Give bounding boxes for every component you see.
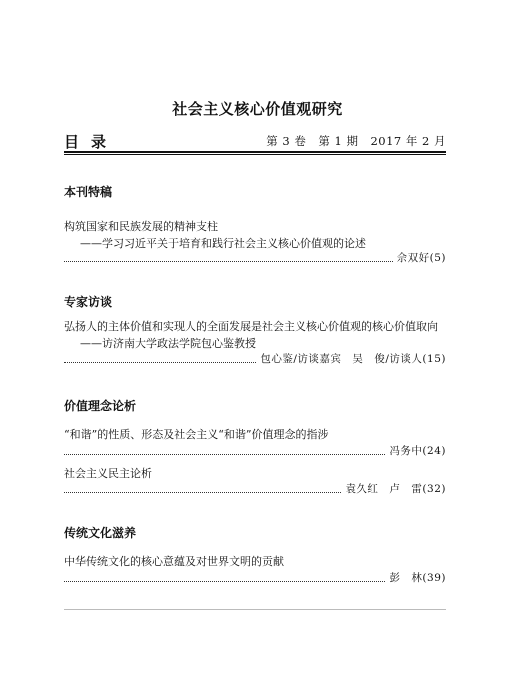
leader-dots xyxy=(64,580,385,582)
article-byline xyxy=(64,251,446,265)
article-subtitle: ——访济南大学政法学院包心鉴教授 xyxy=(80,337,256,350)
article-byline xyxy=(64,571,446,585)
journal-title: 社会主义核心价值观研究 xyxy=(172,100,343,118)
article-title[interactable]: “和谐”的性质、形态及社会主义“和谐”价值理念的指涉 xyxy=(64,428,329,441)
issue-info: 第 3 卷 第 1 期 2017 年 2 月 xyxy=(266,134,446,148)
article-title[interactable]: 构筑国家和民族发展的精神支柱 xyxy=(64,220,218,233)
article-title[interactable]: 社会主义民主论析 xyxy=(64,467,152,480)
section-title: 本刊特稿 xyxy=(64,185,113,199)
article-byline xyxy=(64,352,446,366)
leader-dots xyxy=(64,260,393,262)
article-byline xyxy=(64,482,446,496)
article-author: 冯务中(24) xyxy=(389,445,446,457)
toc-header xyxy=(64,131,446,151)
article-title[interactable]: 弘扬人的主体价值和实现人的全面发展是社会主义核心价值观的核心价值取向 xyxy=(64,320,438,333)
header-rule-thin xyxy=(64,154,446,155)
leader-dots xyxy=(64,491,341,493)
leader-dots xyxy=(64,361,256,363)
toc-label: 目录 xyxy=(64,133,119,151)
header-rule-thick xyxy=(64,151,446,153)
article-author: 包心鉴/访谈嘉宾 吴 俊/访谈人(15) xyxy=(260,353,446,365)
article-author: 佘双好(5) xyxy=(396,252,446,264)
section-title: 传统文化滋养 xyxy=(64,526,137,540)
article-author: 彭 林(39) xyxy=(389,572,446,584)
article-title[interactable]: 中华传统文化的核心意蕴及对世界文明的贡献 xyxy=(64,555,284,568)
article-byline xyxy=(64,444,446,458)
leader-dots xyxy=(64,453,385,455)
footer-rule xyxy=(64,609,446,610)
article-subtitle: ——学习习近平关于培育和践行社会主义核心价值观的论述 xyxy=(80,237,366,250)
section-title: 价值理念论析 xyxy=(64,399,137,413)
section-title: 专家访谈 xyxy=(64,295,113,309)
article-author: 袁久红 卢 雷(32) xyxy=(345,483,446,495)
